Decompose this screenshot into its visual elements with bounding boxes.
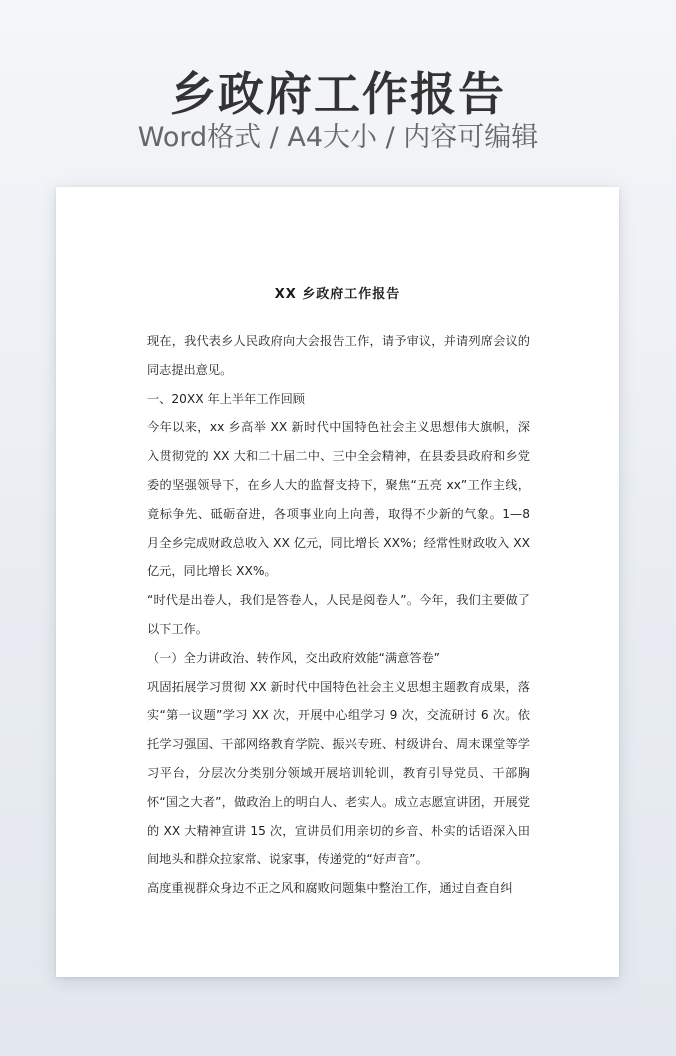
paragraph-overview: 今年以来，xx 乡高举 XX 新时代中国特色社会主义思想伟大旗帜，深入贯彻党的 XX 大和二十届二中、三中全会精神，在县委县政府和乡党委的坚强领导下，在乡人大的监督支持下，聚焦“五亮 xx”工作主线，竟标争先、砥砺奋进，各项事业向上向善，取得不少新的气象。1—8 月全乡完成财政总收入 XX 亿元，同比增长 XX%；经常性财政收入 XX 亿元，同比增长 XX%。 [147,420,530,579]
paragraph-study: 巩固拓展学习贯彻 XX 新时代中国特色社会主义思想主题教育成果，落实“第一议题”学习 XX 次，开展中心组学习 9 次，交流研讨 6 次。依托学习强国、干部网络教育学院、振兴专班、村级讲台、周末课堂等学习平台，分层次分类别分领域开展培训轮训，教育引导党员、干部胸怀“国之大者”，做政治上的明白人、老实人。成立志愿宣讲团，开展党的 XX 大精神宣讲 15 次，宣讲员们用亲切的乡音、朴实的话语深入田间地头和群众拉家常、说家事，传递党的“好声音”。 [147,679,530,867]
subsection-heading: （一）全力讲政治、转作风，交出政府效能“满意答卷” [147,650,440,665]
section-heading: 一、20XX 年上半年工作回顾 [147,391,305,406]
paragraph-rectification: 高度重视群众身边不正之风和腐败问题集中整治工作，通过自查自纠 [147,881,513,896]
document-title: XX 乡政府工作报告 [274,287,401,302]
paragraph-quote: “时代是出卷人，我们是答卷人，人民是阅卷人”。今年，我们主要做了以下工作。 [147,593,530,636]
document-page [56,187,619,977]
document-body [147,327,530,903]
page-title: 乡政府工作报告 [170,67,506,121]
page-subtitle: Word格式 / A4大小 / 内容可编辑 [137,122,539,153]
paragraph-intro: 现在，我代表乡人民政府向大会报告工作，请予审议，并请列席会议的同志提出意见。 [147,334,530,377]
